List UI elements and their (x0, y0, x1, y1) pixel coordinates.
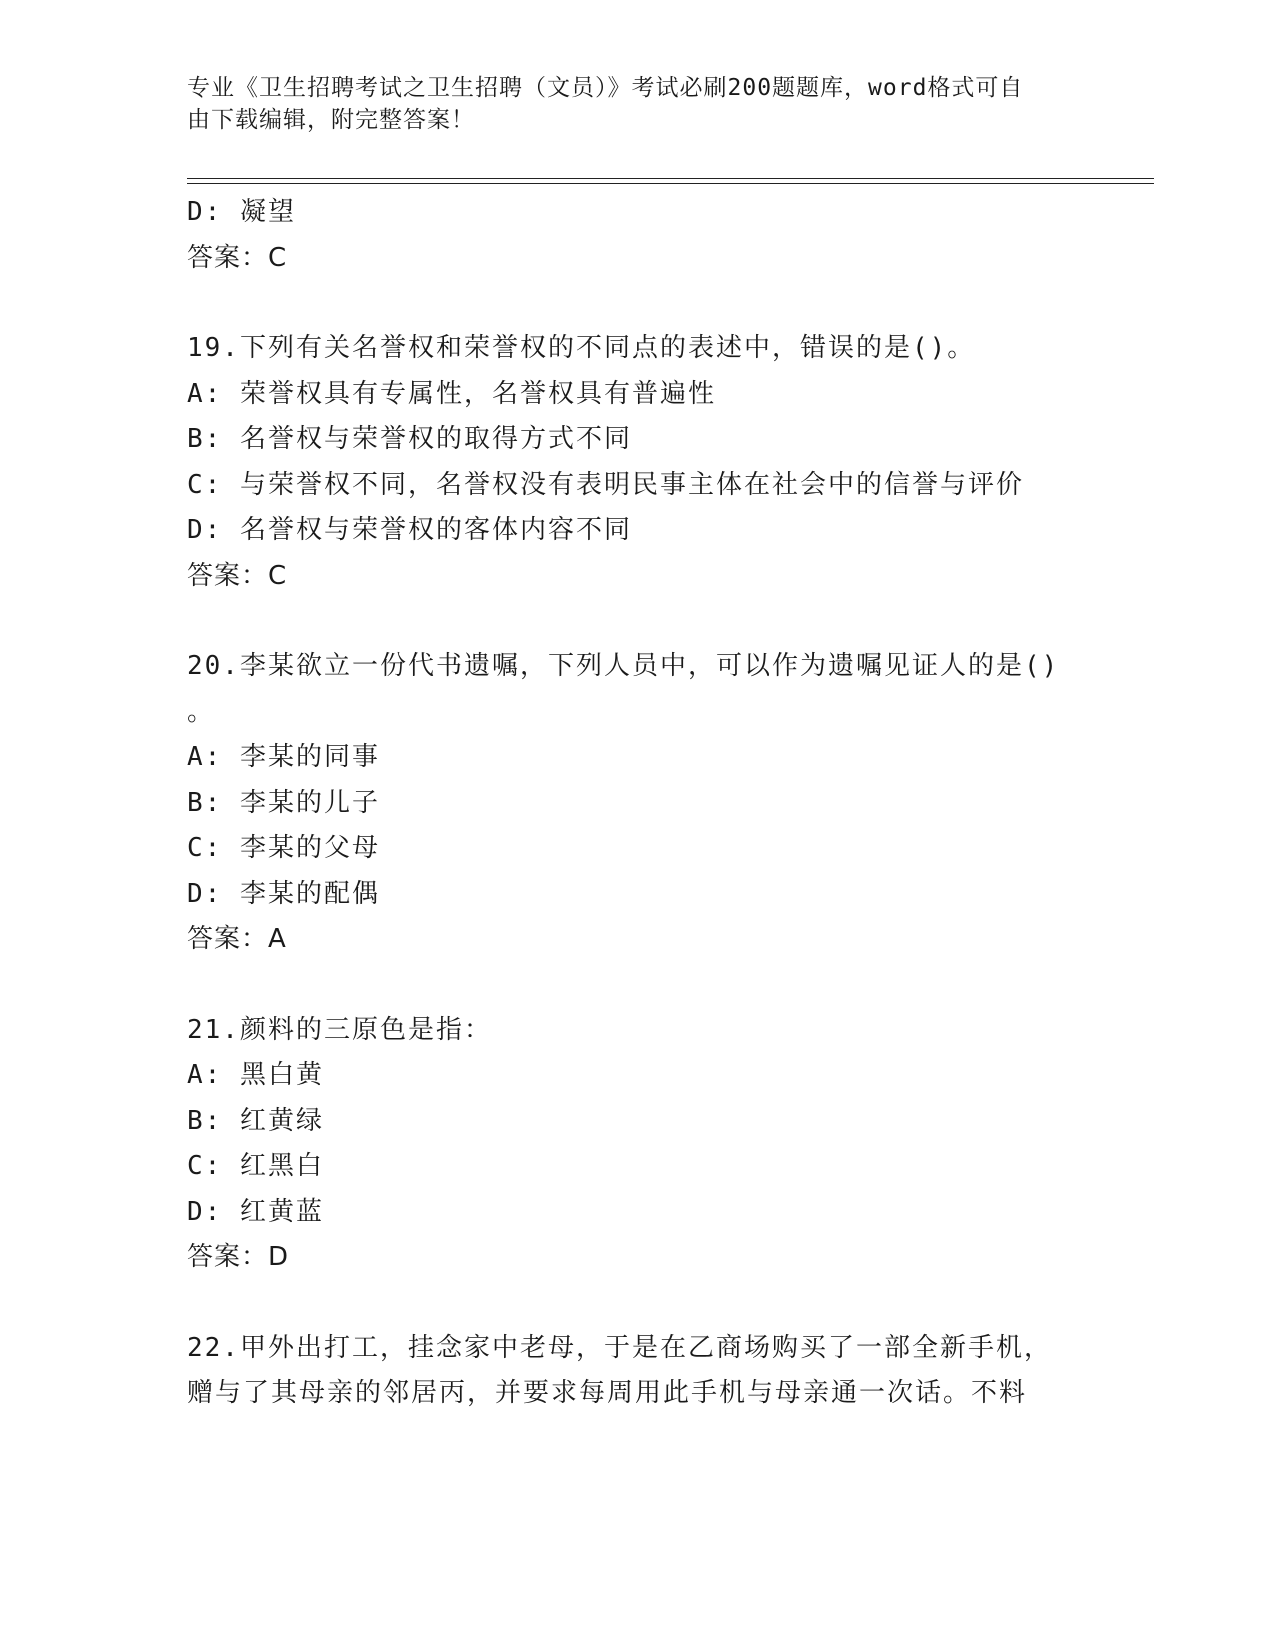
option-d: D: 红黄蓝 (187, 1196, 324, 1227)
answer-line: 答案：A (187, 924, 287, 954)
question-stem: 19.下列有关名誉权和荣誉权的不同点的表述中，错误的是()。 (187, 333, 976, 363)
spacer (187, 281, 1107, 326)
header-rule-bottom (187, 183, 1154, 184)
spacer (187, 963, 1107, 1008)
spacer (187, 599, 1107, 644)
question-21 (187, 1008, 1107, 1281)
header-rule-top (187, 178, 1154, 179)
question-19 (187, 326, 1107, 599)
question-stem: 21.颜料的三原色是指： (187, 1014, 492, 1045)
previous-question-tail (187, 190, 1107, 281)
spacer (187, 1281, 1107, 1326)
option-d: D: 凝望 (187, 197, 296, 227)
question-list (187, 190, 1107, 1417)
header-line-1: 专业《卫生招聘考试之卫生招聘（文员）》考试必刷200题题库，word格式可自 (187, 75, 1024, 101)
option-b: B: 红黄绿 (187, 1105, 324, 1136)
question-stem: 20.李某欲立一份代书遗嘱，下列人员中，可以作为遗嘱见证人的是() (187, 651, 1060, 681)
header-line-2: 由下载编辑，附完整答案！ (187, 107, 475, 133)
document-header (187, 72, 1057, 136)
option-b: B: 李某的儿子 (187, 787, 380, 818)
option-a: A: 荣誉权具有专属性，名誉权具有普遍性 (187, 378, 716, 409)
option-b: B: 名誉权与荣誉权的取得方式不同 (187, 424, 632, 454)
question-stem-continued: 。 (187, 696, 216, 727)
option-c: C: 李某的父母 (187, 833, 380, 863)
question-stem-continued: 赠与了其母亲的邻居丙，并要求每周用此手机与母亲通一次话。不料 (187, 1378, 1028, 1408)
question-22 (187, 1326, 1107, 1417)
answer-line: 答案：C (187, 242, 288, 273)
answer-line: 答案：C (187, 560, 288, 591)
question-stem: 22.甲外出打工，挂念家中老母，于是在乙商场购买了一部全新手机， (187, 1332, 1052, 1363)
option-d: D: 名誉权与荣誉权的客体内容不同 (187, 515, 632, 545)
question-20 (187, 644, 1107, 963)
option-a: A: 黑白黄 (187, 1060, 324, 1090)
option-c: C: 红黑白 (187, 1151, 324, 1181)
option-a: A: 李某的同事 (187, 742, 380, 772)
option-d: D: 李某的配偶 (187, 878, 380, 909)
option-c: C: 与荣誉权不同，名誉权没有表明民事主体在社会中的信誉与评价 (187, 469, 1024, 500)
answer-line: 答案：D (187, 1242, 290, 1272)
